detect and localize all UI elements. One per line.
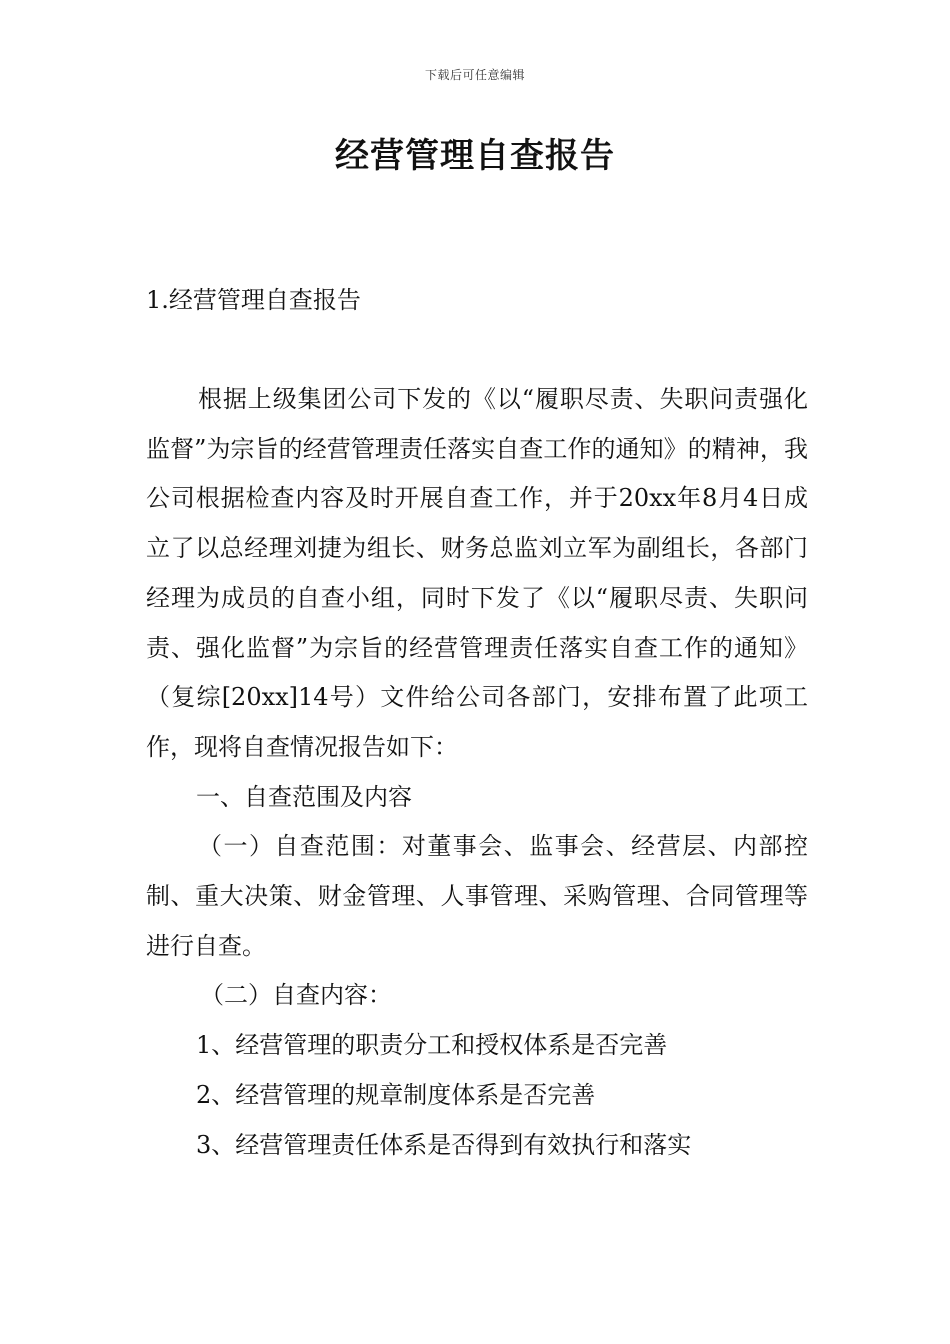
document-body [146,375,808,1170]
list-item: 2、经营管理的规章制度体系是否完善 [196,1080,596,1109]
header-note: 下载后可任意编辑 [424,68,525,82]
list-item: 3、经营管理责任体系是否得到有效执行和落实 [196,1130,692,1159]
content-subheading: （二）自查内容： [200,981,392,1010]
scope-paragraph: （一）自查范围：对董事会、监事会、经营层、内部控制、重大决策、财金管理、人事管理、采购管理、合同管理等进行自查。 [146,832,808,960]
document-title: 经营管理自查报告 [335,136,615,176]
intro-paragraph: 根据上级集团公司下发的《以“履职尽责、失职问责强化监督”为宗旨的经营管理责任落实自查工作的通知》的精神，我公司根据检查内容及时开展自查工作，并于20xx年8月4日成立了以总经理刘捷为组长、财务总监刘立军为副组长，各部门经理为成员的自查小组，同时下发了《以“履职尽责、失职问责、强化监督”为宗旨的经营管理责任落实自查工作的通知》（复综[20xx]14号）文件给公司各部门，安排布置了此项工作，现将自查情况报告如下： [146,385,808,761]
section-heading: 1.经营管理自查报告 [146,286,361,314]
heading-scope-and-content: 一、自查范围及内容 [196,782,412,811]
list-item: 1、经营管理的职责分工和授权体系是否完善 [196,1031,668,1060]
